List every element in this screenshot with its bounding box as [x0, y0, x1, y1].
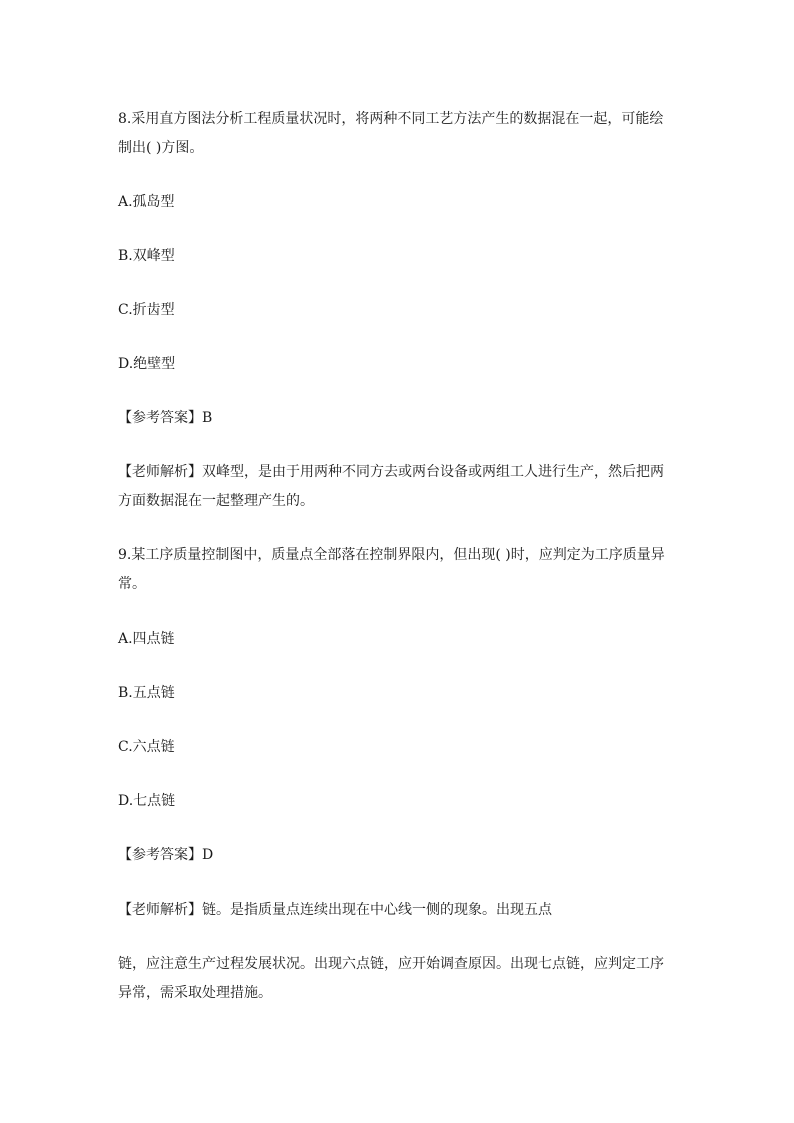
q8-answer-value: B — [202, 410, 213, 426]
q8-analysis-line1 — [118, 463, 688, 481]
q8-stem-line1: 8.采用直方图法分析工程质量状况时，将两种不同工艺方法产生的数据混在一起，可能绘 — [118, 111, 664, 127]
q9-answer — [118, 846, 688, 864]
q9-answer-value: D — [202, 847, 214, 863]
q9-stem-line1: 9.某工序质量控制图中，质量点全部落在控制界限内，但出现( )时，应判定为工序质量异 — [118, 547, 665, 563]
q8-analysis-label: 【老师解析】 — [118, 464, 202, 480]
q9-analysis-label: 【老师解析】 — [118, 902, 202, 918]
q9-analysis-line1 — [118, 901, 688, 919]
q8-option-b: B.双峰型 — [118, 248, 175, 264]
q9-option-b: B.五点链 — [118, 685, 175, 701]
q8-stem-line2: 制出( )方图。 — [118, 140, 204, 156]
q9-stem-line2: 常。 — [118, 576, 146, 592]
q8-option-d: D.绝壁型 — [118, 356, 176, 372]
q8-answer-label: 【参考答案】 — [118, 410, 202, 426]
q8-answer — [118, 409, 688, 427]
q8-analysis-text1: 双峰型，是由于用两种不同方去或两台设备或两组工人进行生产，然后把两 — [202, 464, 664, 480]
q9-analysis-line3: 异常，需采取处理措施。 — [118, 985, 272, 1001]
q9-option-a: A.四点链 — [118, 631, 175, 647]
q9-answer-label: 【参考答案】 — [118, 847, 202, 863]
q9-analysis-text1: 链。是指质量点连续出现在中心线一侧的现象。出现五点 — [202, 902, 552, 918]
q9-option-c: C.六点链 — [118, 739, 175, 755]
q8-option-c: C.折齿型 — [118, 302, 175, 318]
q9-option-d: D.七点链 — [118, 793, 176, 809]
q8-option-a: A.孤岛型 — [118, 194, 175, 210]
q9-analysis-line2: 链，应注意生产过程发展状况。出现六点链，应开始调查原因。出现七点链，应判定工序 — [118, 956, 664, 972]
q8-analysis-line2: 方面数据混在一起整理产生的。 — [118, 493, 314, 509]
